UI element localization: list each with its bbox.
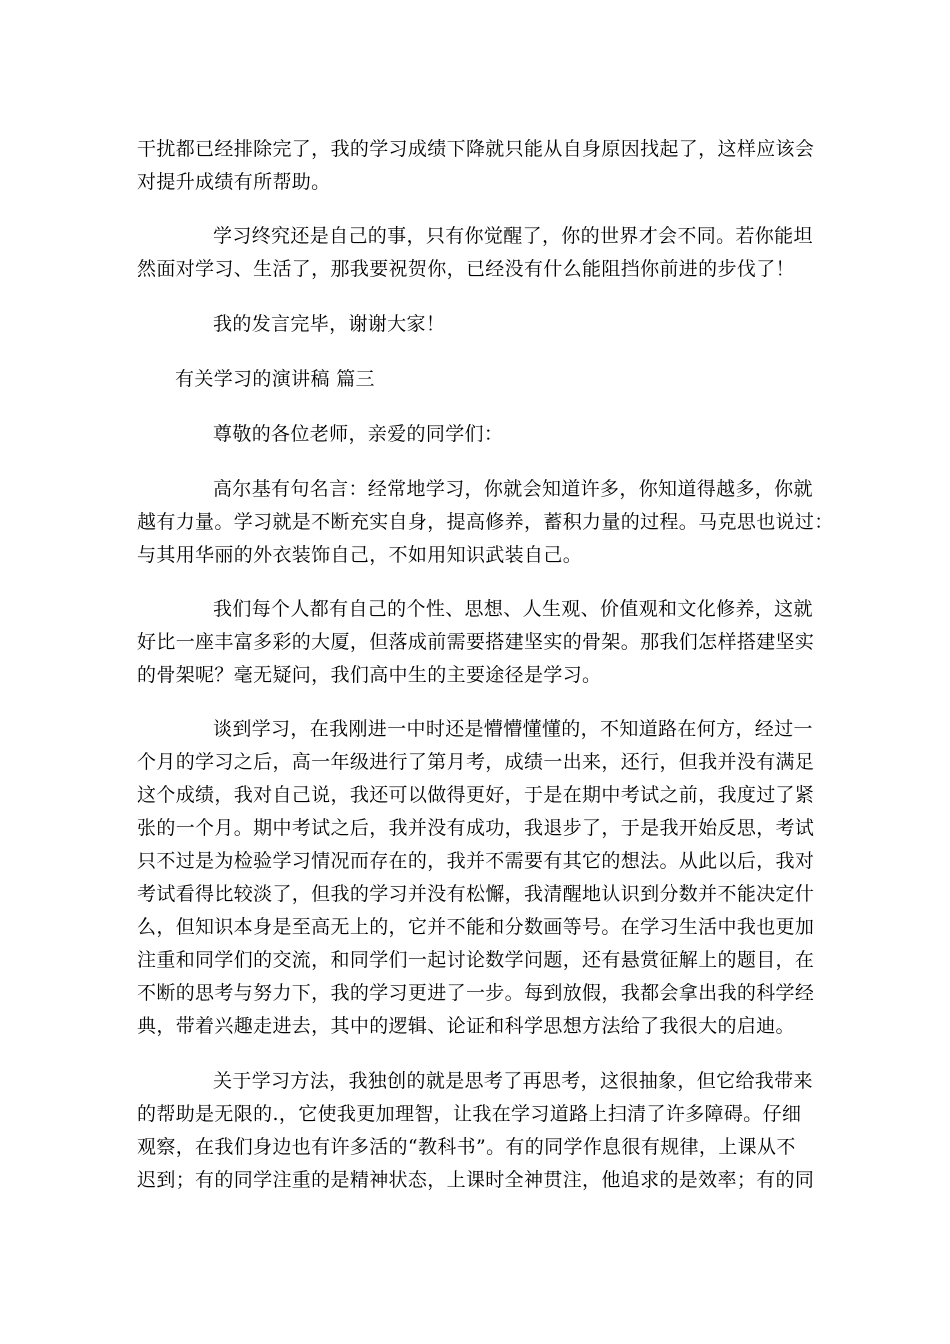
paragraph-7-line-4: 张的一个月。期中考试之后，我并没有成功，我退步了，于是我开始反思，考试	[137, 817, 815, 839]
paragraph-2-line-2: 然面对学习、生活了，那我要祝贺你，已经没有什么能阻挡你前进的步伐了！	[137, 258, 795, 280]
paragraph-8-line-1: 关于学习方法，我独创的就是思考了再思考，这很抽象，但它给我带来	[213, 1070, 813, 1092]
paragraph-5-line-3: 与其用华丽的外衣装饰自己，不如用知识武装自己。	[137, 544, 583, 566]
paragraph-7-line-9: 不断的思考与努力下，我的学习更进了一步。每到放假，我都会拿出我的科学经	[137, 982, 815, 1004]
paragraph-8-line-3: 观察，在我们身边也有许多活的“教科书”。有的同学作息很有规律，上课从不	[137, 1136, 796, 1158]
paragraph-5-line-2: 越有力量。学习就是不断充实自身，提高修养，蓄积力量的过程。马克思也说过：	[137, 511, 834, 533]
paragraph-6-line-2: 好比一座丰富多彩的大厦，但落成前需要搭建坚实的骨架。那我们怎样搭建坚实	[137, 631, 815, 653]
paragraph-7-line-5: 只不过是为检验学习情况而存在的，我并不需要有其它的想法。从此以后，我对	[137, 850, 815, 872]
paragraph-6-line-3: 的骨架呢？毫无疑问，我们高中生的主要途径是学习。	[137, 664, 602, 686]
paragraph-7-line-1: 谈到学习，在我刚进一中时还是懵懵懂懂的，不知道路在何方，经过一	[213, 718, 813, 740]
paragraph-2-line-1: 学习终究还是自己的事，只有你觉醒了，你的世界才会不同。若你能坦	[213, 225, 813, 247]
paragraph-8-line-2: 的帮助是无限的.，它使我更加理智，让我在学习道路上扫清了许多障碍。仔细	[137, 1103, 802, 1125]
paragraph-6-line-1: 我们每个人都有自己的个性、思想、人生观、价值观和文化修养，这就	[213, 598, 813, 620]
paragraph-3-line-1: 我的发言完毕，谢谢大家！	[213, 313, 446, 335]
paragraph-7-line-6: 考试看得比较淡了，但我的学习并没有松懈，我清醒地认识到分数并不能决定什	[137, 883, 815, 905]
paragraph-7-line-8: 注重和同学们的交流，和同学们一起讨论数学问题，还有悬赏征解上的题目，在	[137, 949, 815, 971]
paragraph-7-line-10: 典，带着兴趣走进去，其中的逻辑、论证和科学思想方法给了我很大的启迪。	[137, 1015, 795, 1037]
paragraph-5-line-1: 高尔基有句名言：经常地学习，你就会知道许多，你知道得越多，你就	[213, 478, 813, 500]
paragraph-7-line-3: 这个成绩，我对自己说，我还可以做得更好，于是在期中考试之前，我度过了紧	[137, 784, 815, 806]
paragraph-1-line-2: 对提升成绩有所帮助。	[137, 171, 331, 193]
paragraph-1-line-1: 干扰都已经排除完了，我的学习成绩下降就只能从自身原因找起了，这样应该会	[137, 138, 815, 160]
section-heading: 有关学习的演讲稿 篇三	[175, 368, 375, 390]
paragraph-8-line-4: 迟到；有的同学注重的是精神状态，上课时全神贯注，他追求的是效率；有的同	[137, 1169, 815, 1191]
salutation: 尊敬的各位老师，亲爱的同学们：	[213, 423, 504, 445]
paragraph-7-line-7: 么，但知识本身是至高无上的，它并不能和分数画等号。在学习生活中我也更加	[137, 916, 815, 938]
paragraph-7-line-2: 个月的学习之后，高一年级进行了第月考，成绩一出来，还行，但我并没有满足	[137, 751, 815, 773]
